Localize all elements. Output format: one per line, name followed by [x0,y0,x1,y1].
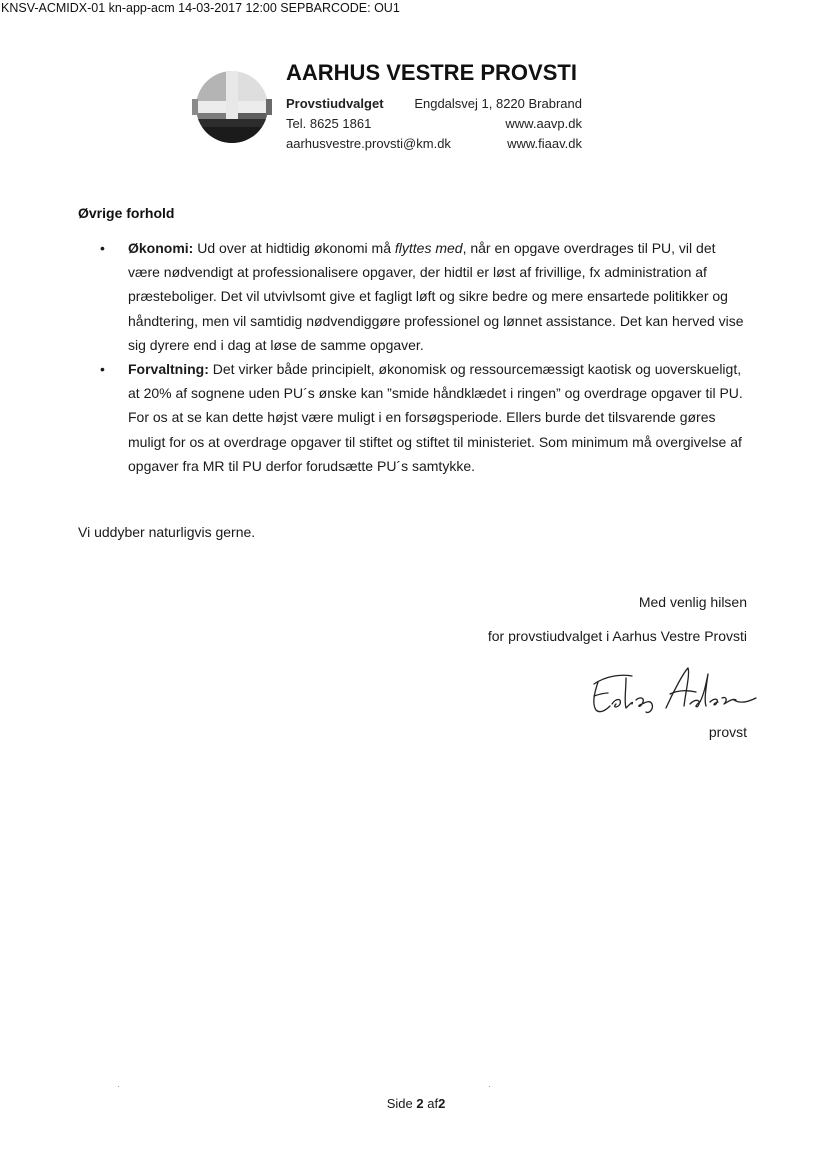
current-page: 2 [416,1096,424,1111]
bullet-term: Økonomi: [128,240,194,256]
bullet-icon: • [100,240,105,256]
phone-number: Tel. 8625 1861 [286,116,372,131]
page-label: Side [386,1096,413,1111]
bullet-term: Forvaltning: [128,361,209,378]
closing-sentence: Vi uddyber naturligvis gerne. [78,524,256,540]
street-address: Engdalsvej 1, 8220 Brabrand [414,96,582,111]
scan-speck [118,1086,119,1087]
bullet-emphasis: flyttes med [394,240,463,256]
page-number-footer [0,1096,832,1111]
website-link: www.aavp.dk [505,116,582,131]
bullet-text: Det virker både principielt, økonomisk og ressourcemæssigt kaotisk og uoverskueligt, at 20% af sognene uden PU´s ønske kan ”smide håndklædet i ringen” og overdrage opgaver til PU. For os at se kan dette højst være muligt i en forsøgsperiode. Ellers burde det tilsvarende gøres muligt for os at overdrage opgaver til stiftet og stiftet til ministeriet. Som minimum må overgivelse af opgaver fra MR til PU derfor forudsætte PU´s samtykke. [128,361,743,474]
provsti-logo-icon [188,63,276,151]
bullet-list [100,236,750,478]
bullet-text: Ud over at hidtidig økonomi må [193,240,395,256]
regards-line: Med venlig hilsen [638,594,747,610]
organization-title: AARHUS VESTRE PROVSTI [286,60,577,85]
bullet-icon: • [100,361,105,378]
signer-title: provst [708,724,747,740]
letterhead-contact [286,94,582,154]
page-of-label: af [427,1096,439,1111]
scan-speck [489,1086,490,1087]
fax-transmission-header: KNSV-ACMIDX-01 kn-app-acm 14-03-2017 12:00 SEPBARCODE: OU1 [1,1,400,15]
sign-off [488,590,747,648]
list-item [100,357,750,478]
list-item [100,236,750,357]
bullet-text: , når en opgave overdrages til PU, vil det være nødvendigt at professionalisere opgaver, der hidtil er løst af frivillige, fx administration af præsteboliger. Det vil utvivlsomt give et fagligt løft og sikre bedre og mere ensartede politikker og håndtering, men vil samtidig nødvendiggøre professionel og lønnet assistance. Det kan herved vise sig dyrere end i dag at løse de samme opgaver. [128,240,744,353]
on-behalf-line: for provstiudvalget i Aarhus Vestre Provsti [487,628,747,644]
handwritten-signature [586,660,761,718]
committee-name: Provstiudvalget [286,96,384,111]
email-address: aarhusvestre.provsti@km.dk [286,136,451,151]
section-heading: Øvrige forhold [78,205,175,221]
total-pages: 2 [438,1096,446,1111]
website-link: www.fiaav.dk [507,136,582,151]
